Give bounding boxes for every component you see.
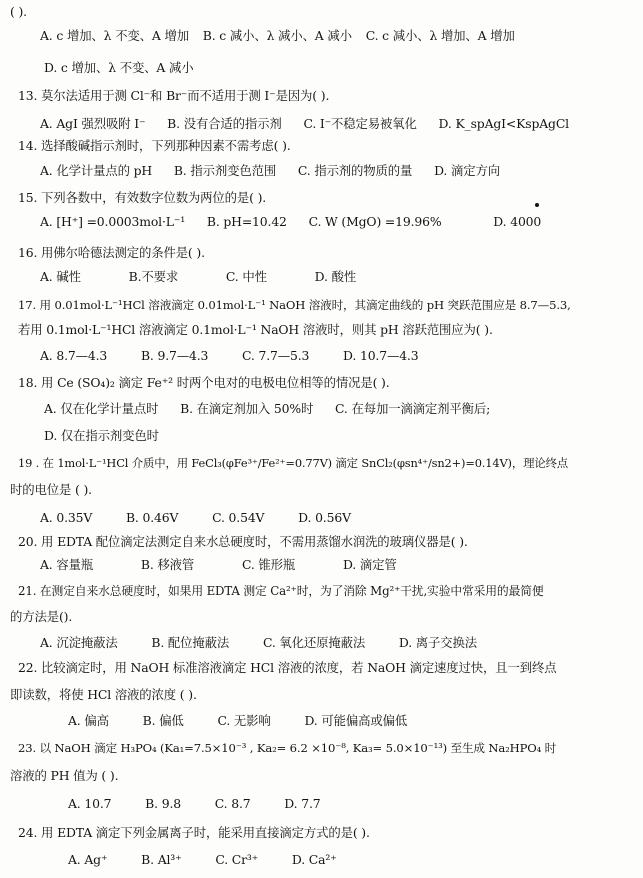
q14-option-a: A. 化学计量点的 pH: [40, 163, 153, 178]
q24-options: [0, 852, 643, 868]
q23-question-line1: 23. 以 NaOH 滴定 H₃PO₄ (Ka₁=7.5×10⁻³ , Ka₂= 6.2 ×10⁻⁸, Ka₃= 5.0×10⁻¹³) 至生成 Na₂HPO₄ 时: [18, 741, 557, 755]
q23-option-a: A. 10.7: [68, 796, 112, 811]
q12-option-b: B. c 减小、λ 减小、A 减小: [202, 28, 352, 43]
q20-option-c: C. 锥形瓶: [241, 557, 296, 572]
q14-option-b: B. 指示剂变色范围: [173, 163, 277, 178]
q23-options: [0, 796, 643, 812]
q12-option-c: C. c 减小、λ 增加、A 增加: [365, 28, 515, 43]
q19-question-line1: 19 . 在 1mol·L⁻¹HCl 介质中，用 FeCl₃(φFe³⁺/Fe²⁺=0.77V) 滴定 SnCl₂(φsn⁴⁺/sn2+)=0.14V)，理论终点: [18, 456, 569, 470]
q18-option-a: A. 仅在化学计量点时: [44, 401, 159, 416]
q24-option-a: A. Ag⁺: [68, 852, 108, 867]
q21-option-d: D. 离子交换法: [398, 635, 478, 650]
q15-question: 15. 下列各数中，有效数字位数为两位的是( ).: [18, 190, 267, 205]
q12-options-row2: [0, 60, 643, 76]
q12-option-a: A. c 增加、λ 不变、A 增加: [40, 28, 189, 43]
q12-option-d: D. c 增加、λ 不变、A 减小: [44, 60, 194, 75]
q13-option-c: C. I⁻不稳定易被氧化: [303, 116, 417, 131]
q18-option-d: D. 仅在指示剂变色时: [44, 428, 159, 443]
q17-options: [0, 348, 643, 364]
q23-option-b: B. 9.8: [145, 796, 181, 811]
q24-question: 24. 用 EDTA 滴定下列金属离子时，能采用直接滴定方式的是( ).: [18, 825, 370, 840]
q14-option-d: D. 滴定方向: [434, 163, 500, 178]
q20-options: [0, 557, 643, 573]
q18-options-row2: [0, 428, 643, 444]
q16-question: 16. 用佛尔哈德法测定的条件是( ).: [18, 245, 205, 260]
q16-options: [0, 269, 643, 285]
q20-option-a: A. 容量瓶: [40, 557, 94, 572]
q15-options: [0, 214, 643, 230]
q17-option-a: A. 8.7—4.3: [40, 348, 108, 363]
q21-options: [0, 635, 643, 651]
q20-question: 20. 用 EDTA 配位滴定法测定自来水总硬度时，不需用蒸馏水润洗的玻璃仪器是( ).: [18, 534, 468, 549]
q22-option-c: C. 无影响: [217, 713, 271, 728]
q18-options-row1: [0, 401, 643, 417]
q13-option-a: A. AgI 强烈吸附 I⁻: [40, 116, 146, 131]
q24-option-d: D. Ca²⁺: [291, 852, 337, 867]
q16-option-b: B.不要求: [128, 269, 179, 284]
q21-question-line2: 的方法是().: [10, 609, 73, 624]
q17-option-c: C. 7.7—5.3: [242, 348, 310, 363]
q19-question-line2: 时的电位是 ( ).: [10, 482, 92, 497]
q16-option-a: A. 碱性: [40, 269, 81, 284]
q21-option-b: B. 配位掩蔽法: [151, 635, 230, 650]
q14-question: 14. 选择酸碱指示剂时，下列那种因素不需考虑( ).: [18, 138, 291, 153]
q24-option-b: B. Al³⁺: [141, 852, 182, 867]
q19-option-a: A. 0.35V: [40, 510, 93, 525]
q17-question-line2: 若用 0.1mol·L⁻¹HCl 溶液滴定 0.1mol·L⁻¹ NaOH 溶液时，则其 pH 溶跃范围应为( ).: [18, 322, 493, 337]
q22-option-a: A. 偏高: [68, 713, 109, 728]
q14-options: [0, 163, 643, 179]
q23-option-d: D. 7.7: [284, 796, 321, 811]
q20-option-d: D. 滴定管: [342, 557, 397, 572]
q22-question-line2: 即读数，将使 HCl 溶液的浓度 ( ).: [10, 687, 197, 702]
q21-question-line1: 21. 在测定自来水总硬度时，如果用 EDTA 测定 Ca²⁺时，为了消除 Mg²⁺干扰,实验中常采用的最简便: [18, 584, 544, 598]
q21-option-a: A. 沉淀掩蔽法: [40, 635, 118, 650]
q17-option-b: B. 9.7—4.3: [140, 348, 209, 363]
q16-option-d: D. 酸性: [314, 269, 357, 284]
q22-option-d: D. 可能偏高或偏低: [304, 713, 408, 728]
q18-option-c: C. 在每加一滴滴定剂平衡后;: [335, 401, 491, 416]
q12-options-row1: [0, 28, 643, 44]
q12-tail: ( ).: [10, 4, 27, 19]
q15-option-c: C. W (MgO) =19.96%: [308, 214, 442, 229]
q18-question: 18. 用 Ce (SO₄)₂ 滴定 Fe⁺² 时两个电对的电极电位相等的情况是( ).: [18, 375, 390, 390]
q19-options: [0, 510, 643, 526]
q18-option-b: B. 在滴定剂加入 50%时: [180, 401, 314, 416]
q13-option-d: D. K_spAgI<KspAgCl: [438, 116, 569, 131]
q17-option-d: D. 10.7—4.3: [343, 348, 419, 363]
q22-options: [0, 713, 643, 729]
q13-question: 13. 莫尔法适用于测 Cl⁻和 Br⁻而不适用于测 I⁻是因为( ).: [18, 88, 330, 103]
ink-dot: [535, 203, 539, 207]
q19-option-c: C. 0.54V: [212, 510, 265, 525]
q23-question-line2: 溶液的 PH 值为 ( ).: [10, 768, 119, 783]
q19-option-b: B. 0.46V: [125, 510, 179, 525]
q13-option-b: B. 没有合适的指示剂: [167, 116, 282, 131]
q24-option-c: C. Cr³⁺: [215, 852, 259, 867]
q13-options: [0, 116, 643, 132]
q23-option-c: C. 8.7: [214, 796, 251, 811]
q22-option-b: B. 偏低: [142, 713, 184, 728]
q16-option-c: C. 中性: [225, 269, 267, 284]
q22-question-line1: 22. 比较滴定时，用 NaOH 标准溶液滴定 HCl 溶液的浓度，若 NaOH 滴定速度过快，且一到终点: [18, 660, 557, 675]
q21-option-c: C. 氧化还原掩蔽法: [262, 635, 366, 650]
q15-option-b: B. pH=10.42: [206, 214, 287, 229]
q19-option-d: D. 0.56V: [298, 510, 351, 525]
q15-option-a: A. [H⁺] =0.0003mol·L⁻¹: [40, 214, 186, 229]
q17-question-line1: 17. 用 0.01mol·L⁻¹HCl 溶液滴定 0.01mol·L⁻¹ NaOH 溶液时，其滴定曲线的 pH 突跃范围应是 8.7—5.3,: [18, 298, 571, 312]
q14-option-c: C. 指示剂的物质的量: [297, 163, 413, 178]
q15-option-d: D. 4000: [493, 214, 542, 229]
q20-option-b: B. 移液管: [140, 557, 195, 572]
